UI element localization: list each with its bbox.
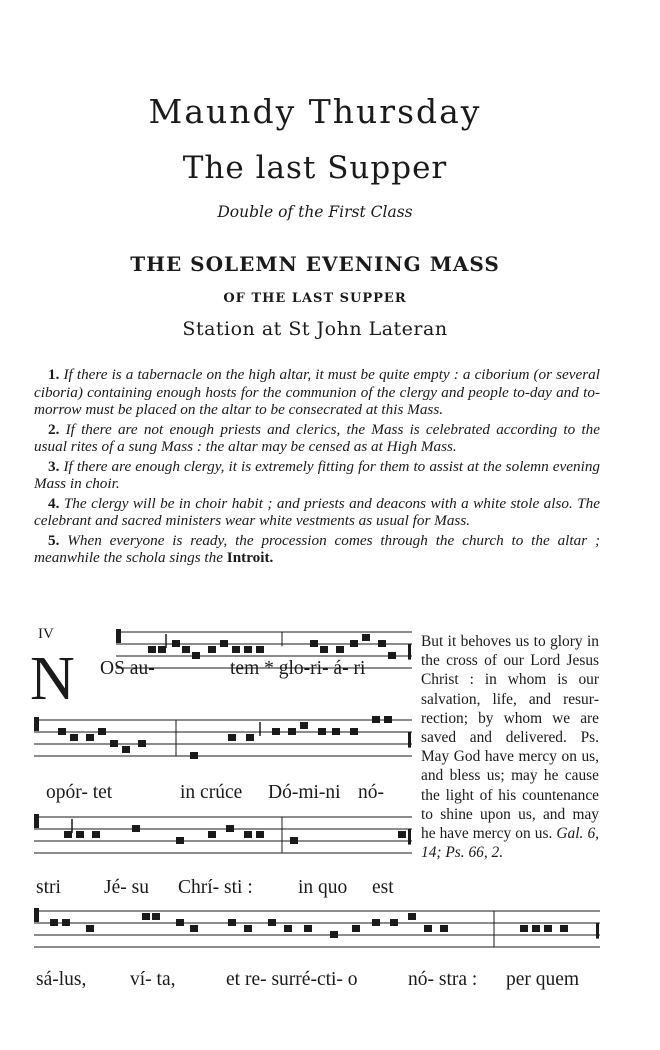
neume-note: [332, 728, 340, 735]
neume-note: [208, 831, 216, 838]
neume-note: [352, 925, 360, 932]
neume-note: [532, 925, 540, 932]
neume-note: [398, 831, 406, 838]
chant-lyric: stri: [36, 877, 61, 898]
neume-note: [544, 925, 552, 932]
do-clef: [116, 629, 121, 643]
neume-note: [148, 646, 156, 653]
neume-note: [440, 925, 448, 932]
mass-subtitle: OF THE LAST SUPPER: [223, 291, 407, 306]
chant-lyric: OS au-: [100, 658, 155, 679]
translation-text: But it behoves us to glory in the cross of our Lord Jesus Christ : in whom is our salvation, life, and resurrection; by whom we are saved and delivered. Ps. May God have mercy on us, and bless us; may he cause the light of his countenance to shine upon us, and may he have mercy on us.: [421, 633, 599, 843]
introit-translation: [421, 632, 599, 862]
neume-note: [226, 825, 234, 832]
neume-note: [256, 646, 264, 653]
rubric-number: 5.: [48, 531, 60, 549]
rubric-text: If there are not enough priests and clerics, the Mass is celebrated according to the usual rites of a sung Mass : the altar may be censed as at High Mass.: [34, 420, 601, 455]
neume-note: [62, 919, 70, 926]
neume-note: [300, 722, 308, 729]
neume-note: [408, 913, 416, 920]
neume-note: [246, 734, 254, 741]
neume-note: [228, 734, 236, 741]
neume-note: [110, 740, 118, 747]
neume-note: [58, 728, 66, 735]
neume-note: [244, 925, 252, 932]
neume-note: [192, 652, 200, 659]
neume-note: [388, 652, 396, 659]
neume-note: [244, 831, 252, 838]
custos: [408, 829, 411, 845]
chant-lyric: nó- stra :: [408, 969, 478, 990]
neume-note: [98, 728, 106, 735]
chant-lyric: tem * glo-ri- á- ri: [230, 658, 366, 679]
feast-rank: Double of the First Class: [217, 203, 413, 221]
neume-note: [190, 752, 198, 759]
neume-note: [86, 925, 94, 932]
neume-note: [208, 646, 216, 653]
neume-note: [138, 740, 146, 747]
rubric-text: If there is a tabernacle on the high altar, it must be quite empty : a ciborium (or several ciboria) containing enough hosts for the communion of the clergy and people to-day and to-morrow must be placed on the altar to be consecrated at this Mass.: [34, 366, 600, 418]
neume-note: [350, 640, 358, 647]
chant-lyric: Dó-mi-ni: [268, 782, 341, 803]
do-clef: [34, 908, 39, 922]
neume-note: [268, 919, 276, 926]
neume-note: [520, 925, 528, 932]
scripture-reference: Gal. 6, 14; Ps. 66, 2.: [421, 825, 599, 862]
chant-lyric: Jé- su: [104, 877, 149, 898]
neume-note: [304, 925, 312, 932]
day-title: Maundy Thursday: [148, 92, 482, 131]
rubric-text: When everyone is ready, the procession comes through the church to the altar ; meanwhile the schola sings the: [34, 531, 600, 566]
rubric-number: 1.: [48, 366, 60, 383]
neume-note: [182, 646, 190, 653]
neume-note: [190, 925, 198, 932]
do-clef: [34, 717, 39, 731]
neume-note: [362, 634, 370, 641]
neume-note: [232, 646, 240, 653]
neume-note: [288, 728, 296, 735]
neume-note: [176, 919, 184, 926]
neume-note: [158, 646, 166, 653]
neume-note: [560, 925, 568, 932]
neume-note: [92, 831, 100, 838]
neume-note: [372, 716, 380, 723]
chant-lyric: ví- ta,: [130, 969, 176, 990]
neume-note: [318, 728, 326, 735]
custos: [596, 923, 599, 939]
neume-note: [320, 646, 328, 653]
neume-note: [50, 919, 58, 926]
chant-lyric: Chrí- sti :: [178, 877, 253, 898]
rubric-number: 2.: [48, 420, 60, 438]
rubric-text: If there are enough clergy, it is extremely fitting for them to assist at the solemn evening Mass in choir.: [34, 457, 601, 492]
neume-note: [336, 646, 344, 653]
neume-note: [244, 646, 252, 653]
feast-title: The last Supper: [182, 150, 448, 186]
introit-label: Introit.: [226, 549, 274, 566]
custos: [408, 732, 411, 748]
neume-note: [176, 837, 184, 844]
neume-note: [390, 919, 398, 926]
neume-note: [256, 831, 264, 838]
neume-note: [350, 728, 358, 735]
neume-note: [424, 925, 432, 932]
neume-note: [228, 919, 236, 926]
neume-note: [284, 925, 292, 932]
neume-note: [172, 640, 180, 647]
neume-note: [76, 831, 84, 838]
station-line: Station at St John Lateran: [182, 318, 448, 340]
chant-lyric: opór- tet: [46, 782, 113, 803]
rubric-number: 3.: [48, 457, 60, 475]
neume-note: [122, 746, 130, 753]
neume-note: [330, 931, 338, 938]
neume-note: [220, 640, 228, 647]
neume-note: [378, 640, 386, 647]
do-clef: [34, 814, 39, 828]
chant-lyric: et re- surré-cti- o: [226, 969, 358, 990]
rubric-text: The clergy will be in choir habit ; and priests and deacons with a white stole also. The celebrant and sacred ministers wear white vestments as usual for Mass.: [34, 494, 600, 529]
neume-note: [290, 837, 298, 844]
neume-note: [70, 734, 78, 741]
custos: [408, 644, 411, 660]
chant-mode: IV: [38, 626, 54, 642]
chant-lyric: sá-lus,: [36, 969, 87, 990]
neume-note: [64, 831, 72, 838]
neume-note: [152, 913, 160, 920]
neume-note: [310, 640, 318, 647]
chant-lyric: in quo: [298, 877, 348, 898]
mass-title: THE SOLEMN EVENING MASS: [130, 252, 500, 276]
neume-note: [384, 716, 392, 723]
chant-lyric: in crúce: [180, 782, 243, 803]
rubric-number: 4.: [48, 494, 60, 512]
neume-note: [142, 913, 150, 920]
chant-lyric: est: [372, 877, 394, 898]
neume-note: [132, 825, 140, 832]
neume-note: [372, 919, 380, 926]
chant-lyric: per quem: [506, 969, 580, 990]
neume-note: [272, 728, 280, 735]
neume-note: [86, 734, 94, 741]
chant-initial: N: [30, 645, 75, 713]
chant-lyric: nó-: [358, 782, 384, 803]
